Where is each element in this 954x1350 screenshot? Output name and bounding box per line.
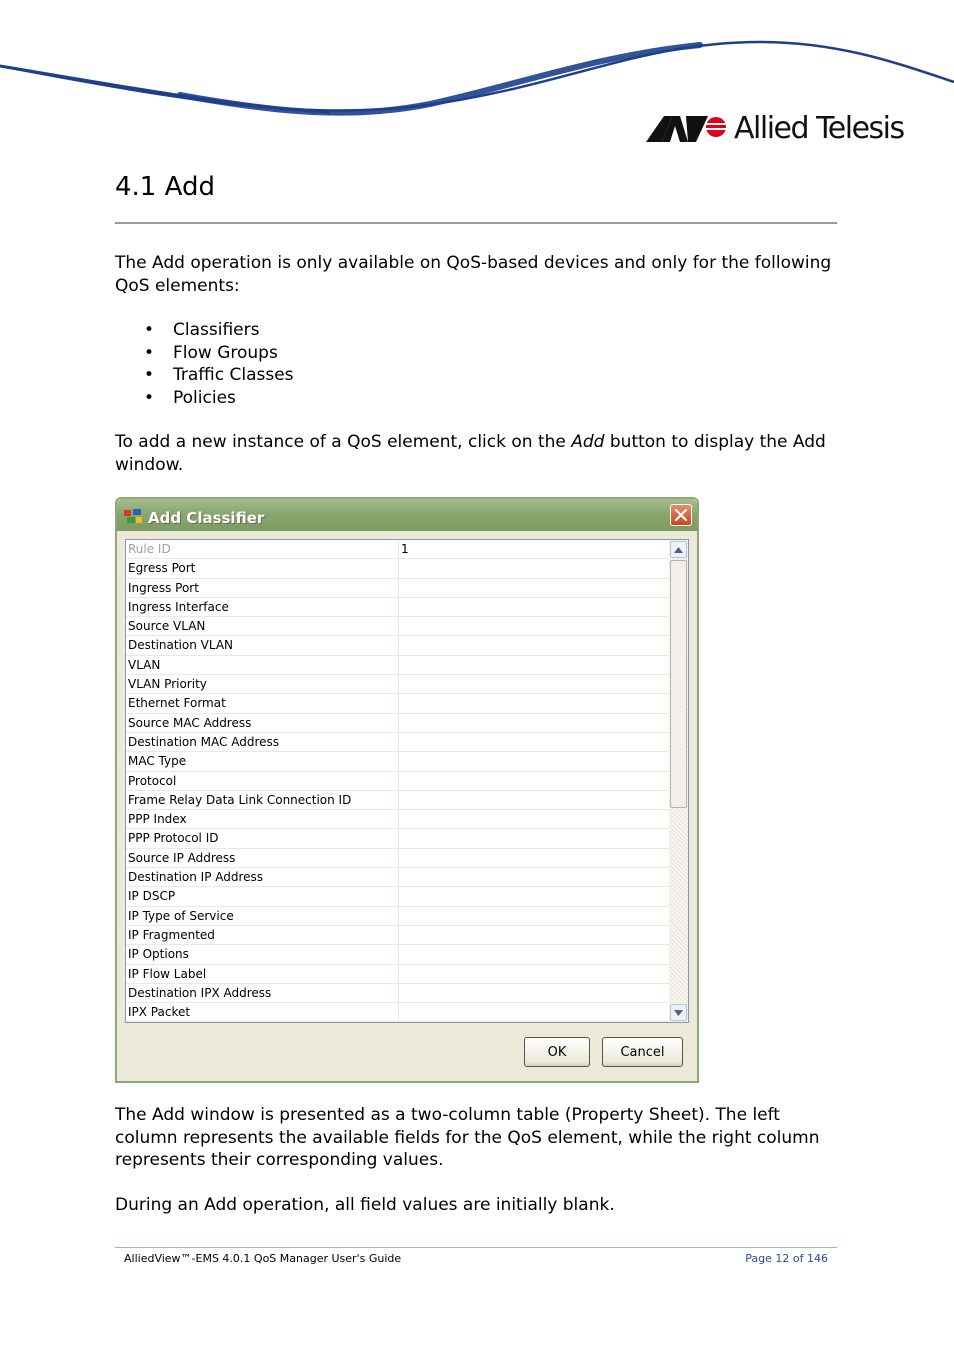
list-item: • Flow Groups — [144, 342, 294, 365]
field-value-cell[interactable] — [399, 559, 669, 577]
field-value-cell[interactable] — [399, 579, 669, 597]
field-name-cell: IP Fragmented — [126, 926, 399, 944]
field-value-cell[interactable] — [399, 965, 669, 983]
field-value-cell[interactable] — [399, 675, 669, 693]
field-value-cell[interactable] — [399, 733, 669, 751]
field-name-cell: IP DSCP — [126, 887, 399, 905]
table-row[interactable] — [126, 694, 669, 713]
table-row[interactable] — [126, 579, 669, 598]
ok-button[interactable]: OK — [524, 1037, 590, 1067]
field-name-cell: PPP Protocol ID — [126, 829, 399, 847]
field-name-cell: IP Type of Service — [126, 907, 399, 925]
field-name-cell: Rule ID — [126, 540, 399, 558]
field-name-cell: IP Flow Label — [126, 965, 399, 983]
table-row[interactable] — [126, 926, 669, 945]
intro-paragraph: The Add operation is only available on QoS-based devices and only for the following QoS elements: — [115, 253, 832, 296]
table-row[interactable] — [126, 965, 669, 984]
field-name-cell: Destination IPX Address — [126, 984, 399, 1002]
table-row[interactable] — [126, 540, 669, 559]
table-row[interactable] — [126, 714, 669, 733]
table-row[interactable] — [126, 617, 669, 636]
table-row[interactable] — [126, 559, 669, 578]
table-row[interactable] — [126, 1003, 669, 1022]
field-name-cell: VLAN Priority — [126, 675, 399, 693]
field-name-cell: Protocol — [126, 772, 399, 790]
classifier-app-icon — [123, 508, 143, 524]
list-item: • Classifiers — [144, 319, 294, 342]
table-row[interactable] — [126, 598, 669, 617]
close-button[interactable] — [670, 504, 692, 526]
table-row[interactable] — [126, 810, 669, 829]
field-value-cell[interactable] — [399, 714, 669, 732]
table-row[interactable] — [126, 772, 669, 791]
field-value-cell[interactable] — [399, 829, 669, 847]
section-title: 4.1 Add — [115, 172, 215, 202]
property-rows — [126, 540, 669, 1022]
field-value-cell[interactable] — [399, 945, 669, 963]
field-name-cell: VLAN — [126, 656, 399, 674]
instruction-text: To add a new instance of a QoS element, click on the — [115, 432, 572, 452]
field-value-cell[interactable] — [399, 868, 669, 886]
dialog-title: Add Classifier — [148, 509, 265, 527]
scroll-up-button[interactable] — [670, 541, 687, 558]
table-row[interactable] — [126, 733, 669, 752]
footer-doc-title: AlliedView™-EMS 4.0.1 QoS Manager User's Guide — [124, 1252, 402, 1265]
table-row[interactable] — [126, 887, 669, 906]
add-emphasis: Add — [571, 432, 605, 452]
footer-page-number: Page 12 of 146 — [745, 1252, 828, 1265]
title-divider — [115, 222, 837, 224]
field-name-cell: Frame Relay Data Link Connection ID — [126, 791, 399, 809]
arrow-down-icon — [674, 1010, 683, 1016]
field-name-cell: Ingress Port — [126, 579, 399, 597]
field-name-cell: PPP Index — [126, 810, 399, 828]
scroll-down-button[interactable] — [670, 1004, 687, 1021]
logo-text: Allied Telesis — [734, 110, 904, 146]
field-value-cell[interactable] — [399, 791, 669, 809]
arrow-up-icon — [674, 547, 683, 553]
allied-telesis-logo — [646, 108, 904, 148]
field-value-cell[interactable]: 1 — [401, 542, 409, 556]
description-paragraph: The Add window is presented as a two-column table (Property Sheet). The left column represents the available fields for the QoS element, while the right column represents their corresponding values. — [115, 1105, 820, 1170]
dialog-titlebar[interactable] — [117, 499, 697, 531]
field-name-cell: Egress Port — [126, 559, 399, 577]
note-paragraph: During an Add operation, all field values are initially blank. — [115, 1195, 615, 1215]
field-value-cell[interactable] — [399, 617, 669, 635]
field-name-cell: Destination IP Address — [126, 868, 399, 886]
field-name-cell: Destination VLAN — [126, 636, 399, 654]
table-row[interactable] — [126, 675, 669, 694]
field-value-cell[interactable] — [399, 752, 669, 770]
property-sheet — [125, 539, 689, 1023]
field-value-cell[interactable] — [399, 887, 669, 905]
table-row[interactable] — [126, 752, 669, 771]
table-row[interactable] — [126, 829, 669, 848]
field-value-cell[interactable] — [399, 598, 669, 616]
table-row[interactable] — [126, 907, 669, 926]
field-name-cell: Destination MAC Address — [126, 733, 399, 751]
qos-element-list — [144, 319, 294, 409]
table-row[interactable] — [126, 791, 669, 810]
field-value-cell[interactable] — [399, 907, 669, 925]
field-value-cell[interactable] — [399, 984, 669, 1002]
field-name-cell: Ingress Interface — [126, 598, 399, 616]
vertical-scrollbar[interactable] — [669, 540, 688, 1022]
field-value-cell[interactable] — [399, 694, 669, 712]
field-value-cell[interactable] — [399, 772, 669, 790]
table-row[interactable] — [126, 849, 669, 868]
field-value-cell[interactable] — [399, 810, 669, 828]
table-row[interactable] — [126, 945, 669, 964]
field-name-cell: MAC Type — [126, 752, 399, 770]
field-name-cell: Source MAC Address — [126, 714, 399, 732]
scrollbar-thumb[interactable] — [670, 560, 687, 808]
instruction-paragraph — [115, 431, 840, 476]
footer-divider — [115, 1247, 837, 1248]
field-name-cell: IP Options — [126, 945, 399, 963]
table-row[interactable] — [126, 984, 669, 1003]
field-name-cell: Source IP Address — [126, 849, 399, 867]
field-value-cell[interactable] — [399, 849, 669, 867]
table-row[interactable] — [126, 636, 669, 655]
add-classifier-dialog — [115, 497, 699, 1083]
cancel-button[interactable]: Cancel — [602, 1037, 683, 1067]
field-value-cell[interactable] — [399, 1003, 669, 1021]
field-value-cell[interactable] — [399, 656, 669, 674]
table-row[interactable] — [126, 868, 669, 887]
table-row[interactable] — [126, 656, 669, 675]
close-icon — [675, 509, 687, 521]
list-item: • Policies — [144, 387, 294, 410]
field-value-cell[interactable] — [399, 636, 669, 654]
instruction-text-end: button to display the Add window. — [115, 432, 826, 475]
logo-mark-icon — [646, 112, 728, 144]
field-value-cell[interactable] — [399, 926, 669, 944]
field-name-cell: Source VLAN — [126, 617, 399, 635]
field-name-cell: Ethernet Format — [126, 694, 399, 712]
list-item: • Traffic Classes — [144, 364, 294, 387]
field-name-cell: IPX Packet — [126, 1003, 399, 1021]
